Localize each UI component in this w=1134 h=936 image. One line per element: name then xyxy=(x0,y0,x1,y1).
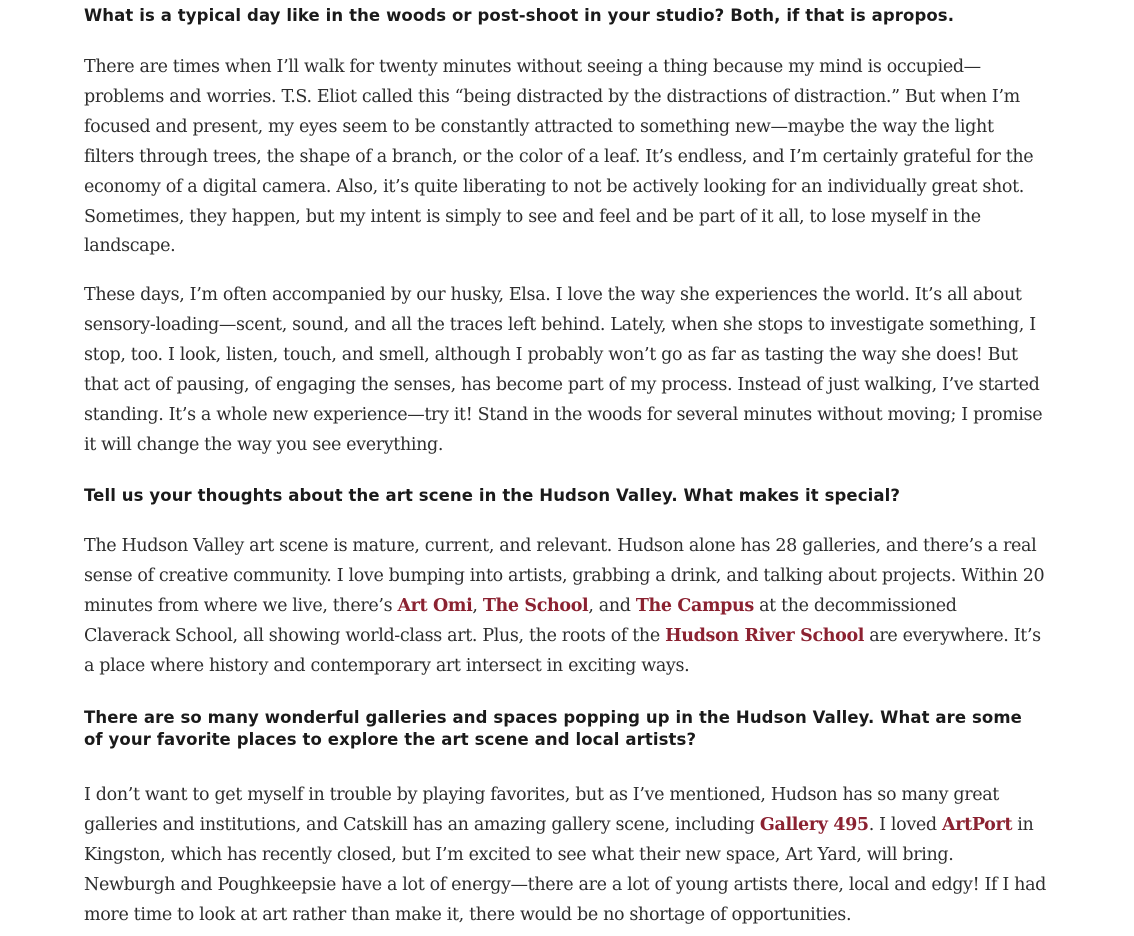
link-the-campus[interactable]: The Campus xyxy=(635,595,754,616)
answer-text: , and xyxy=(588,595,636,616)
interview-answer-paragraph xyxy=(84,781,1046,931)
answer-text: . I loved xyxy=(868,814,942,835)
interview-question: What is a typical day like in the woods or post-shoot in your studio? Both, if that is apropos. xyxy=(84,6,955,25)
answer-text: , xyxy=(472,595,483,616)
link-artport[interactable]: ArtPort xyxy=(941,814,1013,835)
link-gallery-495[interactable]: Gallery 495 xyxy=(759,814,869,835)
link-the-school[interactable]: The School xyxy=(482,595,589,616)
answer-text: I don’t want to get myself in trouble by playing favorites, but as I’ve mentioned, Hudson has so many great galleries and institutions, and Catskill has an amazing gallery scene, including xyxy=(84,785,999,835)
answer-text: are everywhere. It’s a place where history and contemporary art intersect in exciting ways. xyxy=(84,625,1041,676)
interview-question: There are so many wonderful galleries and spaces popping up in the Hudson Valley. What are some of your favorite places to explore the art scene and local artists? xyxy=(84,708,1022,749)
answer-text: The Hudson Valley art scene is mature, current, and relevant. Hudson alone has 28 galleries, and there’s a real sense of creative community. I love bumping into artists, grabbing a drink, and talking about projects. Within 20 minutes from where we live, there’s xyxy=(84,536,1045,616)
answer-text: in Kingston, which has recently closed, but I’m excited to see what their new space, Art Yard, will bring. Newburgh and Poughkeepsie have a lot of energy—there are a lot of young artists there, local and edgy! If I had more time to look at art rather than make it, there would be no shortage of opportunities. xyxy=(84,814,1047,925)
answer-text: at the decommissioned Claverack School, all showing world-class art. Plus, the roots of the xyxy=(84,595,957,646)
interview-answer-paragraph: There are times when I’ll walk for twenty minutes without seeing a thing because my mind is occupied—problems and worries. T.S. Eliot called this “being distracted by the distractions of distraction.” But when I’m focused and present, my eyes seem to be constantly attracted to something new—maybe the way the light filters through trees, the shape of a branch, or the color of a leaf. It’s endless, and I’m certainly grateful for the economy of a digital camera. Also, it’s quite liberating to not be actively looking for an individually great shot. Sometimes, they happen, but my intent is simply to see and feel and be part of it all, to lose myself in the landscape. xyxy=(84,57,1034,257)
link-hudson-river-school[interactable]: Hudson River School xyxy=(665,625,865,646)
interview-answer-paragraph xyxy=(84,532,1046,682)
link-art-omi[interactable]: Art Omi xyxy=(397,595,473,616)
interview-answer-paragraph: These days, I’m often accompanied by our husky, Elsa. I love the way she experiences the world. It’s all about sensory-loading—scent, sound, and all the traces left behind. Lately, when she stops to investigate something, I stop, too. I look, listen, touch, and smell, although I probably won’t go as far as tasting the way she does! But that act of pausing, of engaging the senses, has become part of my process. Instead of just walking, I’ve started standing. It’s a whole new experience—try it! Stand in the woods for several minutes without moving; I promise it will change the way you see everything. xyxy=(84,285,1043,455)
interview-question: Tell us your thoughts about the art scene in the Hudson Valley. What makes it special? xyxy=(84,486,900,505)
